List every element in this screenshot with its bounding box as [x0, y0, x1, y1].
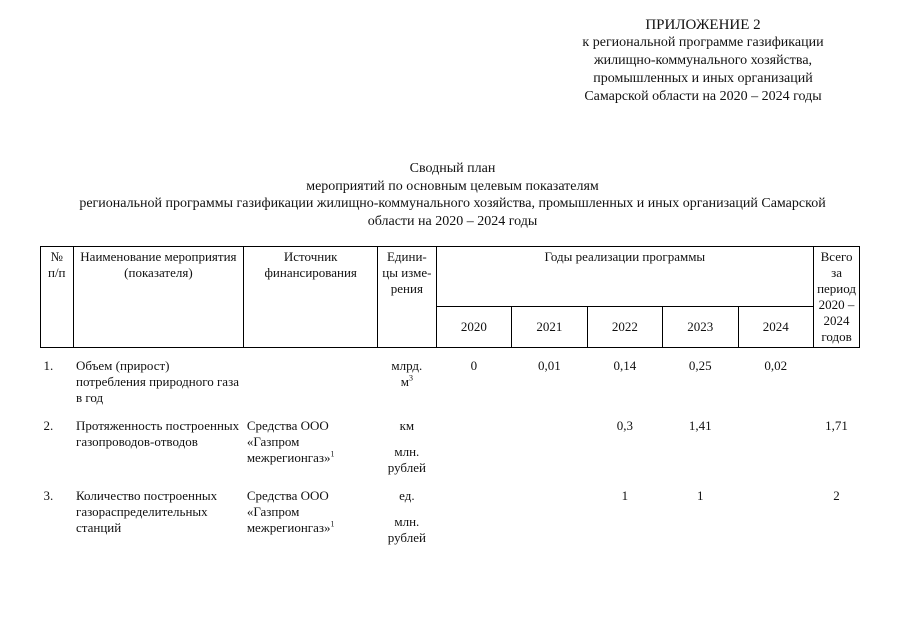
- appendix-header: [553, 16, 853, 106]
- row-value: 0,01: [537, 358, 561, 373]
- row-num: 1.: [43, 358, 54, 373]
- row-total: 2: [833, 488, 840, 503]
- table-row: [41, 416, 860, 478]
- plan-title-line: области на 2020 – 2024 годы: [367, 213, 538, 229]
- row-value: 1: [621, 488, 629, 503]
- row-name: Количество построенных газораспределительных станций: [76, 488, 218, 535]
- row-unit-line: млрд.: [391, 358, 423, 373]
- row-value: 0,02: [764, 358, 788, 373]
- header-unit: Едини-цы изме-рения: [378, 247, 437, 348]
- appendix-line: к региональной программе газификации: [582, 35, 824, 50]
- header-num: № п/п: [41, 247, 74, 348]
- row-source: [244, 416, 378, 478]
- header-year: 2023: [663, 307, 738, 348]
- header-name: Наименование мероприятия (показателя): [73, 247, 244, 348]
- row-value: [436, 486, 511, 548]
- row-value: [512, 486, 587, 548]
- table-header: [41, 247, 860, 348]
- row-name: Протяженность построенных газопроводов-отводов: [76, 418, 240, 449]
- source-text: Средства ООО «Газпром межрегионгаз»: [246, 488, 331, 535]
- row-value: [436, 416, 511, 478]
- table-row: [41, 486, 860, 548]
- row-source: [244, 486, 378, 548]
- row-value: [738, 416, 814, 478]
- appendix-line: Самарской области на 2020 – 2024 годы: [584, 89, 822, 104]
- appendix-line: жилищно-коммунального хозяйства,: [593, 53, 813, 68]
- row-unit: [378, 356, 437, 408]
- header-total: Всего за период 2020 – 2024 годов: [814, 247, 860, 348]
- row-unit-line: ед.: [399, 488, 415, 503]
- header-year: 2022: [587, 307, 662, 348]
- row-value: [738, 486, 814, 548]
- row-num: 3.: [43, 488, 54, 503]
- row-unit: [378, 416, 437, 478]
- row-value: 0: [470, 358, 478, 373]
- plan-title-line: Сводный план: [409, 161, 496, 176]
- header-years-group: Годы реализации программы: [436, 247, 813, 307]
- row-total: 1,71: [825, 418, 848, 433]
- row-value: 1: [697, 488, 704, 503]
- row-value: 0,25: [688, 358, 712, 373]
- appendix-line: промышленных и иных организаций: [593, 71, 813, 86]
- row-value: 0,3: [616, 418, 633, 433]
- header-year: 2024: [738, 307, 814, 348]
- table-body: [41, 348, 860, 549]
- row-num: 2.: [43, 418, 54, 433]
- row-total: [814, 356, 860, 408]
- row-value: 0,14: [613, 358, 637, 373]
- plan-title: [40, 160, 865, 230]
- header-year: 2020: [436, 307, 511, 348]
- unit-superscript: 3: [408, 373, 413, 383]
- row-name: Объем (прирост) потребления природного газа в год: [76, 358, 239, 405]
- row-value: [512, 416, 587, 478]
- row-unit-line: млн. рублей: [387, 514, 426, 545]
- row-source: [244, 356, 378, 408]
- footnote-mark: 1: [330, 449, 335, 459]
- header-source: Источник финансирования: [244, 247, 378, 348]
- header-year: 2021: [512, 307, 587, 348]
- table-row: [41, 356, 860, 408]
- source-text: Средства ООО «Газпром межрегионгаз»: [246, 418, 331, 465]
- footnote-mark: 1: [330, 519, 335, 529]
- row-unit-line: млн. рублей: [387, 444, 426, 475]
- row-value: 1,41: [688, 418, 712, 433]
- appendix-title: ПРИЛОЖЕНИЕ 2: [645, 17, 761, 33]
- row-unit-line: км: [399, 418, 415, 433]
- plan-table: [40, 246, 860, 548]
- row-unit-line: [381, 374, 434, 390]
- row-unit: [378, 486, 437, 548]
- plan-title-line: мероприятий по основным целевым показателям: [306, 178, 599, 194]
- plan-title-line: региональной программы газификации жилищно-коммунального хозяйства, промышленных и иных организаций Самарской: [79, 196, 826, 211]
- header-row: [41, 247, 860, 307]
- unit-main: м: [400, 374, 409, 389]
